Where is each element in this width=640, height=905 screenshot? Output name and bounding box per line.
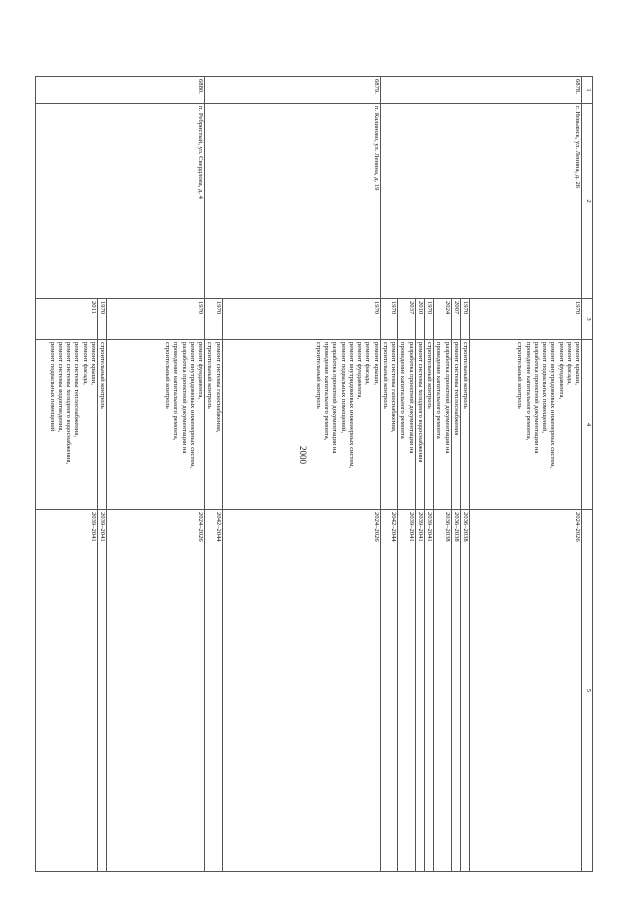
commission-year: 1970 [470, 299, 582, 340]
commission-year: 2037 [398, 299, 415, 340]
commission-year: 1970 [107, 299, 205, 340]
planned-period: 2039–2041 [415, 510, 424, 872]
work-types: строительный контроль [424, 340, 433, 510]
header-row [582, 77, 593, 872]
table-row [107, 77, 205, 872]
work-types: ремонт системы холодного водоснабжения [415, 340, 424, 510]
record-address: г. Невьянск, ул. Ленина, д. 26 [380, 104, 581, 299]
work-types: строительный контроль [460, 340, 469, 510]
planned-period: 2039–2041 [424, 510, 433, 872]
commission-year: 1970 [222, 299, 380, 340]
col-header-3: 3 [582, 299, 593, 340]
planned-period: 2036–2038 [460, 510, 469, 872]
rotated-table-wrapper [48, 76, 593, 846]
planned-period: 2036–2038 [434, 510, 451, 872]
work-types: ремонт крыши, ремонт фасада, ремонт системы теплоснабжения, ремонт системы холодного водоснабжения, ремонт системы водоотведения, ремонт подвальных помещений [35, 340, 97, 510]
table-row [222, 77, 380, 872]
commission-year: 1970 [460, 299, 469, 340]
planned-period: 2039–2041 [398, 510, 415, 872]
work-types: ремонт крыши, ремонт фасада, ремонт фундамента, ремонт внутридомовых инженерных систем, ремонт подвальных помещений, разработка проектной документации на проведение капитального ремонта, строительный контроль [222, 340, 380, 510]
table-row [470, 77, 582, 872]
work-types: ремонт системы газоснабжения, строительный контроль [380, 340, 397, 510]
work-types: ремонт крыши, ремонт фасада, ремонт фундамента, ремонт внутридомовых инженерных систем, ремонт подвальных помещений, разработка проектной документации на проведение капитального ремонта, строительный контроль [470, 340, 582, 510]
planned-period: 2036–2038 [451, 510, 460, 872]
work-types: ремонт фундамента, ремонт внутридомовых инженерных систем, разработка проектной документации на проведение капитального ремонта, строительный контроль [107, 340, 205, 510]
col-header-1: 1 [582, 77, 593, 104]
commission-year: 2007 [451, 299, 460, 340]
commission-year: 1970 [97, 299, 106, 340]
planned-period: 2039–2041 [35, 510, 97, 872]
record-address: п. Ребристый, ул. Свердлова, д. 4 [35, 104, 204, 299]
record-number: 6878. [380, 77, 581, 104]
planned-period: 2042–2044 [205, 510, 222, 872]
record-number: 6879. [205, 77, 380, 104]
work-types: строительный контроль [97, 340, 106, 510]
work-types: разработка проектной документации на проведение капитального ремонта [434, 340, 451, 510]
commission-year: 1970 [205, 299, 222, 340]
col-header-5: 5 [582, 510, 593, 872]
page-number-text: 2000 [298, 446, 308, 464]
planned-period: 2024–2026 [107, 510, 205, 872]
planned-period: 2039–2041 [97, 510, 106, 872]
planned-period: 2024–2026 [470, 510, 582, 872]
record-address: п. Калиново, ул. Ленина, д. 19 [205, 104, 380, 299]
commission-year: 2011 [35, 299, 97, 340]
commission-year: 2010 [415, 299, 424, 340]
record-number: 6880. [35, 77, 204, 104]
register-table [35, 76, 593, 872]
commission-year: 2024 [434, 299, 451, 340]
work-types: ремонт системы теплоснабжения [451, 340, 460, 510]
commission-year: 1970 [424, 299, 433, 340]
planned-period: 2024–2026 [222, 510, 380, 872]
col-header-2: 2 [582, 104, 593, 299]
commission-year: 1970 [380, 299, 397, 340]
planned-period: 2042–2044 [380, 510, 397, 872]
work-types: разработка проектной документации на проведение капитального ремонта [398, 340, 415, 510]
table-body [35, 77, 581, 872]
work-types: ремонт системы газоснабжения, строительный контроль [205, 340, 222, 510]
col-header-4: 4 [582, 340, 593, 510]
